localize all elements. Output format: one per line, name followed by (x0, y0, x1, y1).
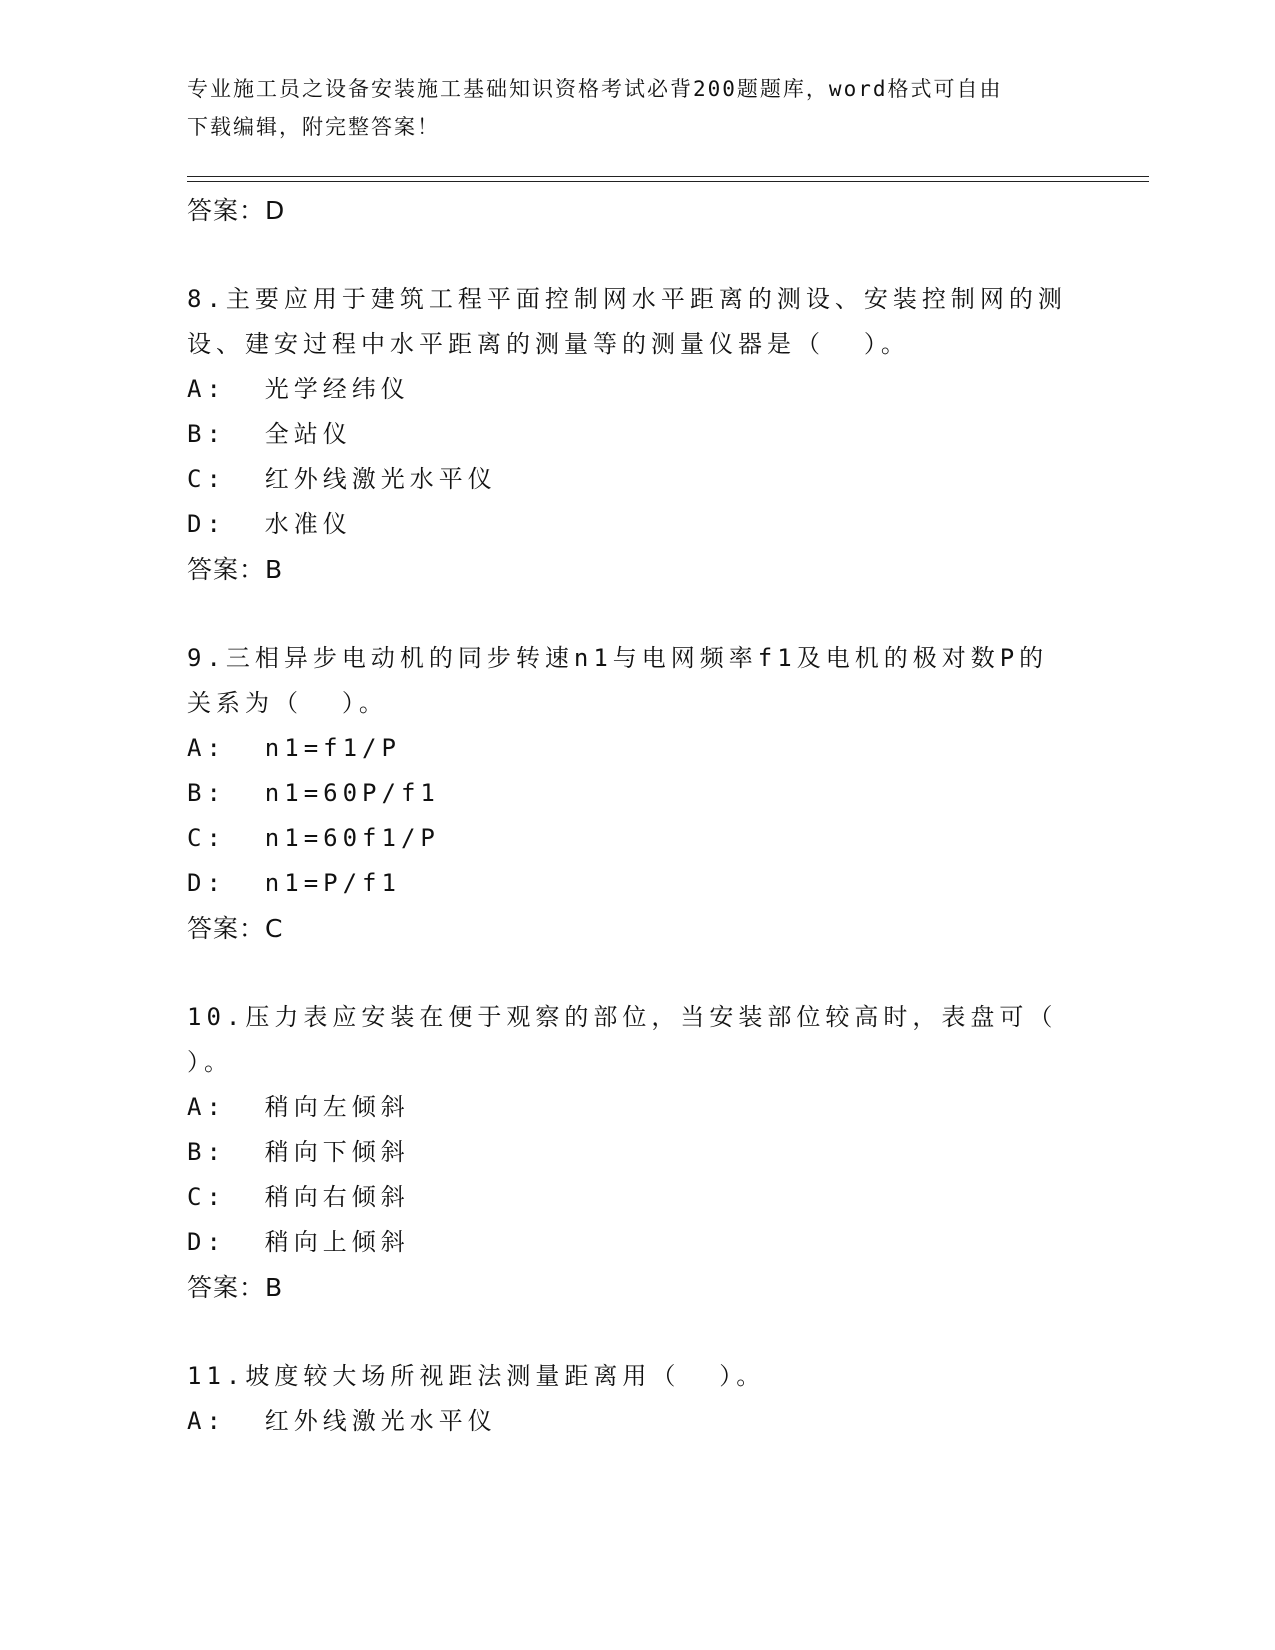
question-list (187, 188, 1087, 1444)
question-8 (187, 277, 1087, 592)
question-11 (187, 1354, 1087, 1444)
header-rule-bottom (187, 181, 1149, 182)
header-line-1: 专业施工员之设备安装施工基础知识资格考试必背200题题库，word格式可自由 (187, 77, 1003, 101)
option-a: A: 红外线激光水平仪 (187, 1407, 497, 1435)
option-d: D: 稍向上倾斜 (187, 1228, 410, 1256)
question-text-line: 设、建安过程中水平距离的测量等的测量仪器是（ ）。 (187, 330, 910, 358)
question-text-line: 10.压力表应安装在便于观察的部位，当安装部位较高时，表盘可（ (187, 1003, 1058, 1031)
page-header (187, 70, 1087, 146)
answer: 答案：B (187, 1273, 284, 1302)
previous-answer: 答案：D (187, 196, 286, 225)
answer: 答案：B (187, 555, 284, 584)
answer: 答案：C (187, 914, 284, 943)
question-text-line: ）。 (187, 1048, 233, 1076)
option-a: A: n1=f1/P (187, 734, 401, 762)
option-c: C: n1=60f1/P (187, 824, 440, 852)
option-d: D: n1=P/f1 (187, 869, 401, 897)
option-a: A: 光学经纬仪 (187, 375, 410, 403)
option-b: B: n1=60P/f1 (187, 779, 440, 807)
header-rule-top (187, 176, 1149, 177)
option-c: C: 红外线激光水平仪 (187, 465, 497, 493)
option-c: C: 稍向右倾斜 (187, 1183, 410, 1211)
question-10 (187, 995, 1087, 1310)
question-text-line: 8.主要应用于建筑工程平面控制网水平距离的测设、安装控制网的测 (187, 285, 1067, 313)
question-text-line: 11.坡度较大场所视距法测量距离用（ ）。 (187, 1362, 766, 1390)
option-a: A: 稍向左倾斜 (187, 1093, 410, 1121)
option-b: B: 稍向下倾斜 (187, 1138, 410, 1166)
option-b: B: 全站仪 (187, 420, 352, 448)
header-line-2: 下载编辑，附完整答案！ (187, 115, 440, 139)
option-d: D: 水准仪 (187, 510, 352, 538)
question-9 (187, 636, 1087, 951)
question-text-line: 9.三相异步电动机的同步转速n1与电网频率f1及电机的极对数P的 (187, 644, 1049, 672)
question-text-line: 关系为（ ）。 (187, 689, 388, 717)
